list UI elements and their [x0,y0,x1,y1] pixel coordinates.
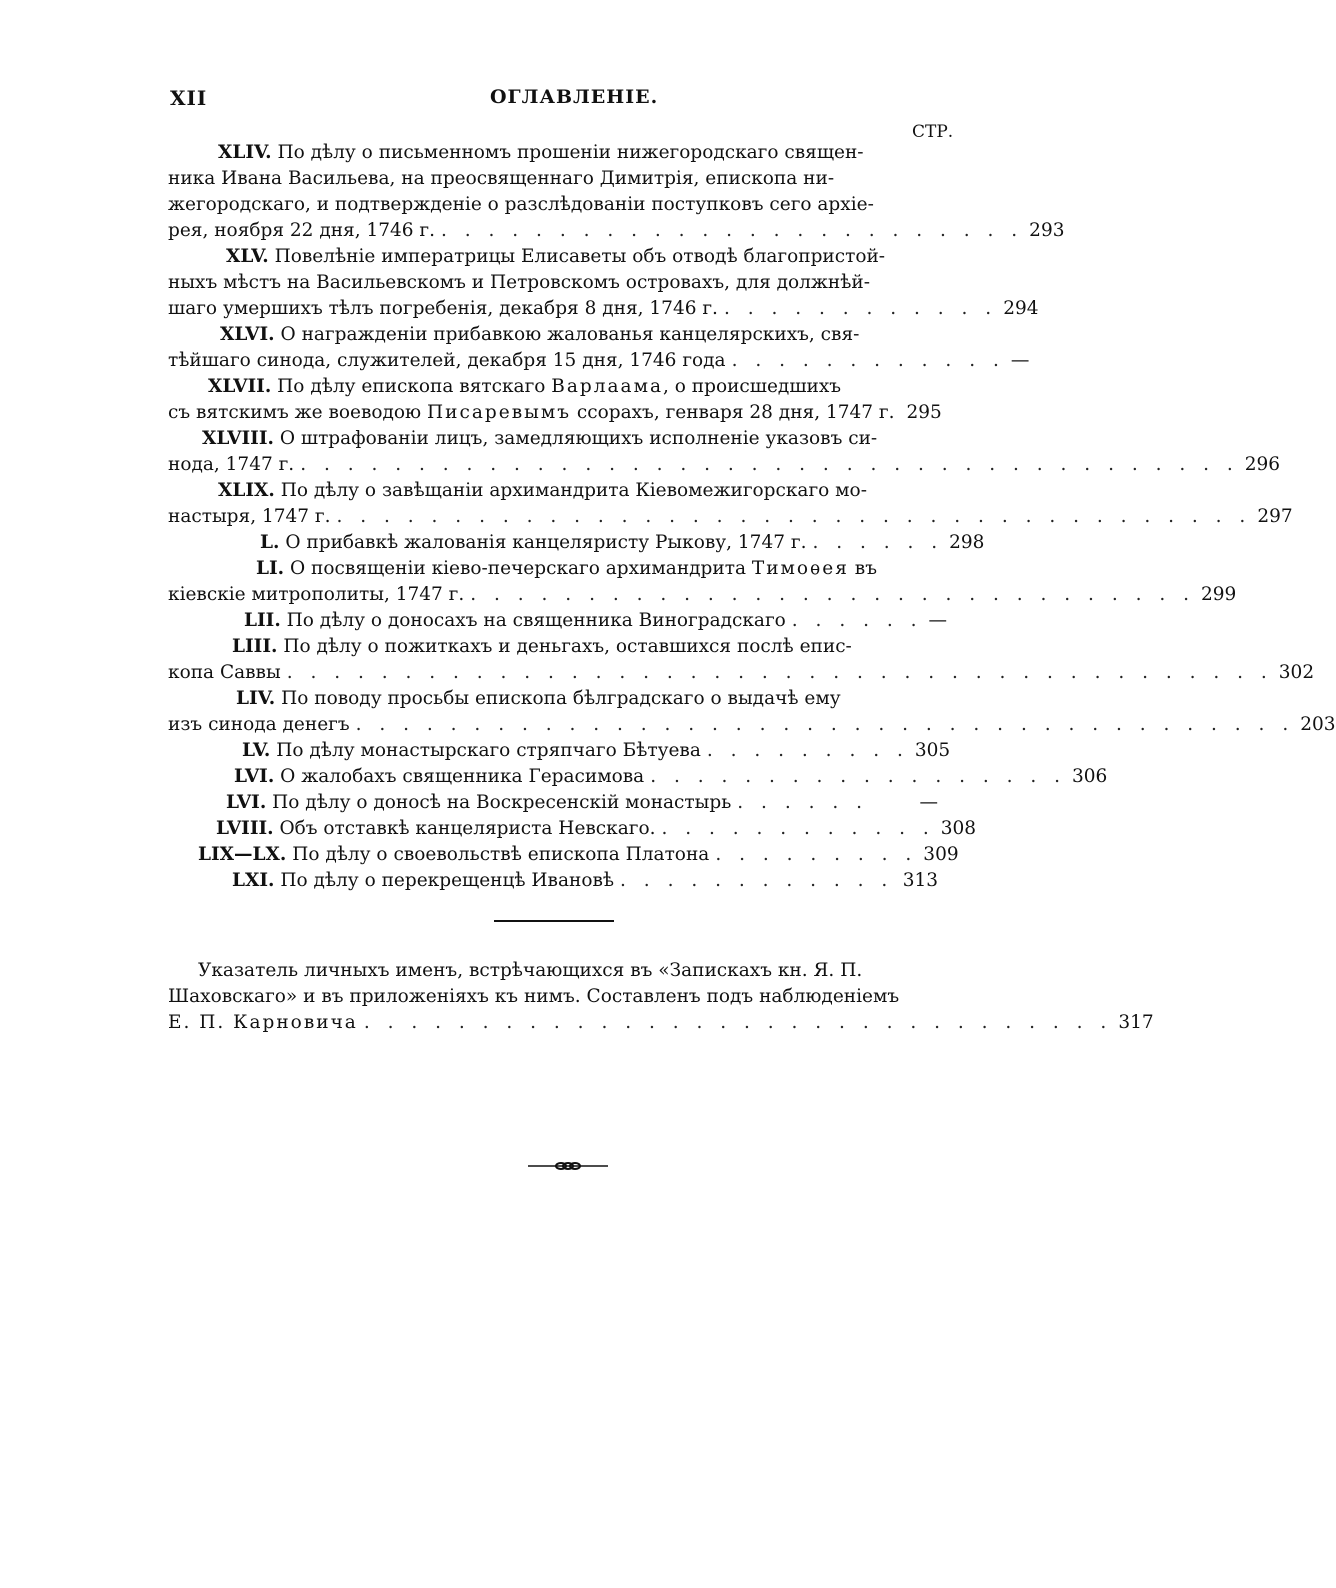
entry-page: 305 [914,740,951,761]
toc-entry: LIII. По дѣлу о пожиткахъ и деньгахъ, оставшихся послѣ епис- копа Саввы . . . . . . . . . . . . . . . . . . . . . . . . . . . . . . . . . . . . . . . . . . 302 [168,634,938,686]
entry-page: 293 [1029,220,1065,241]
entry-text: По дѣлу о своевольствѣ епископа Платона [292,844,710,865]
index-line: Указатель личныхъ именъ, встрѣчающихся въ «Запискахъ кн. Я. П. [198,960,863,981]
entry-number: XLVIII. [202,428,274,449]
entry-number: LVI. [234,766,275,787]
toc-entry: LXI. По дѣлу о перекрещенцѣ Ивановѣ . . . . . . . . . . . . 313 [168,868,938,894]
entry-page: — [919,792,938,813]
toc-entry: XLVI. О награжденіи прибавкою жалованья канцелярскихъ, свя- тѣйшаго синода, служителей, декабря 15 дня, 1746 года . . . . . . . . . . . . — [168,322,938,374]
entry-page: 296 [1244,454,1281,475]
entry-number: LVI. [226,792,267,813]
entry-text: По дѣлу монастырскаго стряпчаго Бѣтуева [276,740,701,761]
entry-page: 294 [1003,298,1039,319]
page-column-label: СТР. [912,122,954,142]
entry-text: По дѣлу о доносахъ на священника Виноградскаго [286,610,786,631]
toc-entry: XLIV. По дѣлу о письменномъ прошеніи нижегородскаго священ- ника Ивана Васильева, на преосвященнаго Димитрія, епископа ни- жегородскаго, и подтвержденіе о разслѣдованіи поступковъ сего архіе- рея, ноября 22 дня, 1746 г. . . . . . . . . . . . . . . . . . . . . . . . . . 293 [168,140,938,244]
section-divider [494,920,614,922]
index-line: Е. П. Карновича [168,1012,358,1033]
entry-number: LIV. [236,688,276,709]
entry-number: XLV. [226,246,269,267]
toc-entry: LIX—LX. По дѣлу о своевольствѣ епископа Платона . . . . . . . . . 309 [168,842,938,868]
toc-entry: L. О прибавкѣ жалованія канцеляристу Рыкову, 1747 г. . . . . . . 298 [168,530,938,556]
end-ornament-icon [528,1160,608,1172]
entry-text: По дѣлу о доносѣ на Воскресенскій монастырь [272,792,732,813]
toc-entry: XLVIII. О штрафованіи лицъ, замедляющихъ исполненіе указовъ си- нода, 1747 г. . . . . . . . . . . . . . . . . . . . . . . . . . . . . . . . . . . . . . . . . 296 [168,426,938,478]
index-line: Шаховскаго» и въ приложеніяхъ къ нимъ. Составленъ подъ наблюденіемъ [168,986,900,1007]
entry-text: Объ отставкѣ канцеляриста Невскаго. [279,818,656,839]
entry-page: 299 [1200,584,1237,605]
entry-line: жегородскаго, и подтвержденіе о разслѣдованіи поступковъ сего архіе- [168,194,874,215]
toc-entry: XLV. Повелѣніе императрицы Елисаветы объ отводѣ благопристой- ныхъ мѣстъ на Васильевскомъ и Петровскомъ островахъ, для должнѣй- шаго умершихъ тѣлъ погребенія, декабря 8 дня, 1746 г. . . . . . . . . . . . . 294 [168,244,938,322]
toc-entry: LI. О посвященіи кіево-печерскаго архимандрита Тимоѳея въ кіевскіе митрополиты, 1747 г. . . . . . . . . . . . . . . . . . . . . . . . . . . . . . . . 299 [168,556,938,608]
index-page: 317 [1118,1012,1154,1033]
entry-text: О прибавкѣ жалованія канцеляристу Рыкову, 1747 г. [285,532,807,553]
toc-entry: LIV. По поводу просьбы епископа бѣлградскаго о выдачѣ ему изъ синода денегъ . . . . . . . . . . . . . . . . . . . . . . . . . . . . . . . . . . . . . . . . 203 [168,686,938,738]
entry-page: 308 [940,818,977,839]
page-title: ОГЛАВЛЕНІЕ. [490,86,659,108]
entry-number: LI. [256,558,285,579]
toc-entry: LVIII. Объ отставкѣ канцеляриста Невскаго. . . . . . . . . . . . . 308 [168,816,938,842]
entry-page: 203 [1300,714,1336,735]
entry-page: — [1010,350,1030,371]
entry-page: 302 [1278,662,1315,683]
toc-entry: LV. По дѣлу монастырскаго стряпчаго Бѣтуева . . . . . . . . . 305 [168,738,938,764]
entry-number: XLVII. [208,376,272,397]
entry-line: ника Ивана Васильева, на преосвященнаго Димитрія, епископа ни- [168,168,835,189]
page-number: XII [170,86,208,110]
entry-page: 295 [906,402,942,423]
entry-text: По дѣлу о перекрещенцѣ Ивановѣ [280,870,615,891]
entry-number: LIX—LX. [198,844,287,865]
entry-number: XLVI. [220,324,275,345]
toc-entry: XLIX. По дѣлу о завѣщаніи архимандрита Кіевомежигорскаго мо- настыря, 1747 г. . . . . . . . . . . . . . . . . . . . . . . . . . . . . . . . . . . . . . . . 297 [168,478,938,530]
entry-text: О жалобахъ священника Герасимова [280,766,645,787]
toc-entry: LVI. По дѣлу о доносѣ на Воскресенскій монастырь . . . . . . — [168,790,938,816]
table-of-contents [168,140,1336,894]
entry-number: LII. [244,610,281,631]
entry-page: — [928,610,947,631]
entry-page: 313 [902,870,938,891]
entry-number: LIII. [232,636,278,657]
entry-number: LV. [242,740,271,761]
entry-page: 298 [949,532,985,553]
toc-entry: LVI. О жалобахъ священника Герасимова . . . . . . . . . . . . . . . . . . 306 [168,764,938,790]
entry-number: XLIX. [218,480,275,501]
entry-page: 306 [1072,766,1108,787]
entry-number: XLIV. [218,142,272,163]
entry-number: LVIII. [216,818,274,839]
toc-entry: XLVII. По дѣлу епископа вятскаго Варлаама, о происшедшихъ съ вятскимъ же воеводою Писаревымъ ссорахъ, генваря 28 дня, 1747 г. 295 [168,374,938,426]
entry-number: LXI. [232,870,275,891]
name-index-entry: Указатель личныхъ именъ, встрѣчающихся въ «Запискахъ кн. Я. П. Шаховскаго» и въ приложеніяхъ къ нимъ. Составленъ подъ наблюденіемъ Е. П. Карновича . . . . . . . . . . . . . . . . . . . . . . . . . . . . . . . . 317 [168,958,938,1036]
toc-entry: LII. По дѣлу о доносахъ на священника Виноградскаго . . . . . . — [168,608,938,634]
entry-page: 309 [923,844,959,865]
entry-page: 297 [1257,506,1293,527]
entry-number: L. [260,532,280,553]
